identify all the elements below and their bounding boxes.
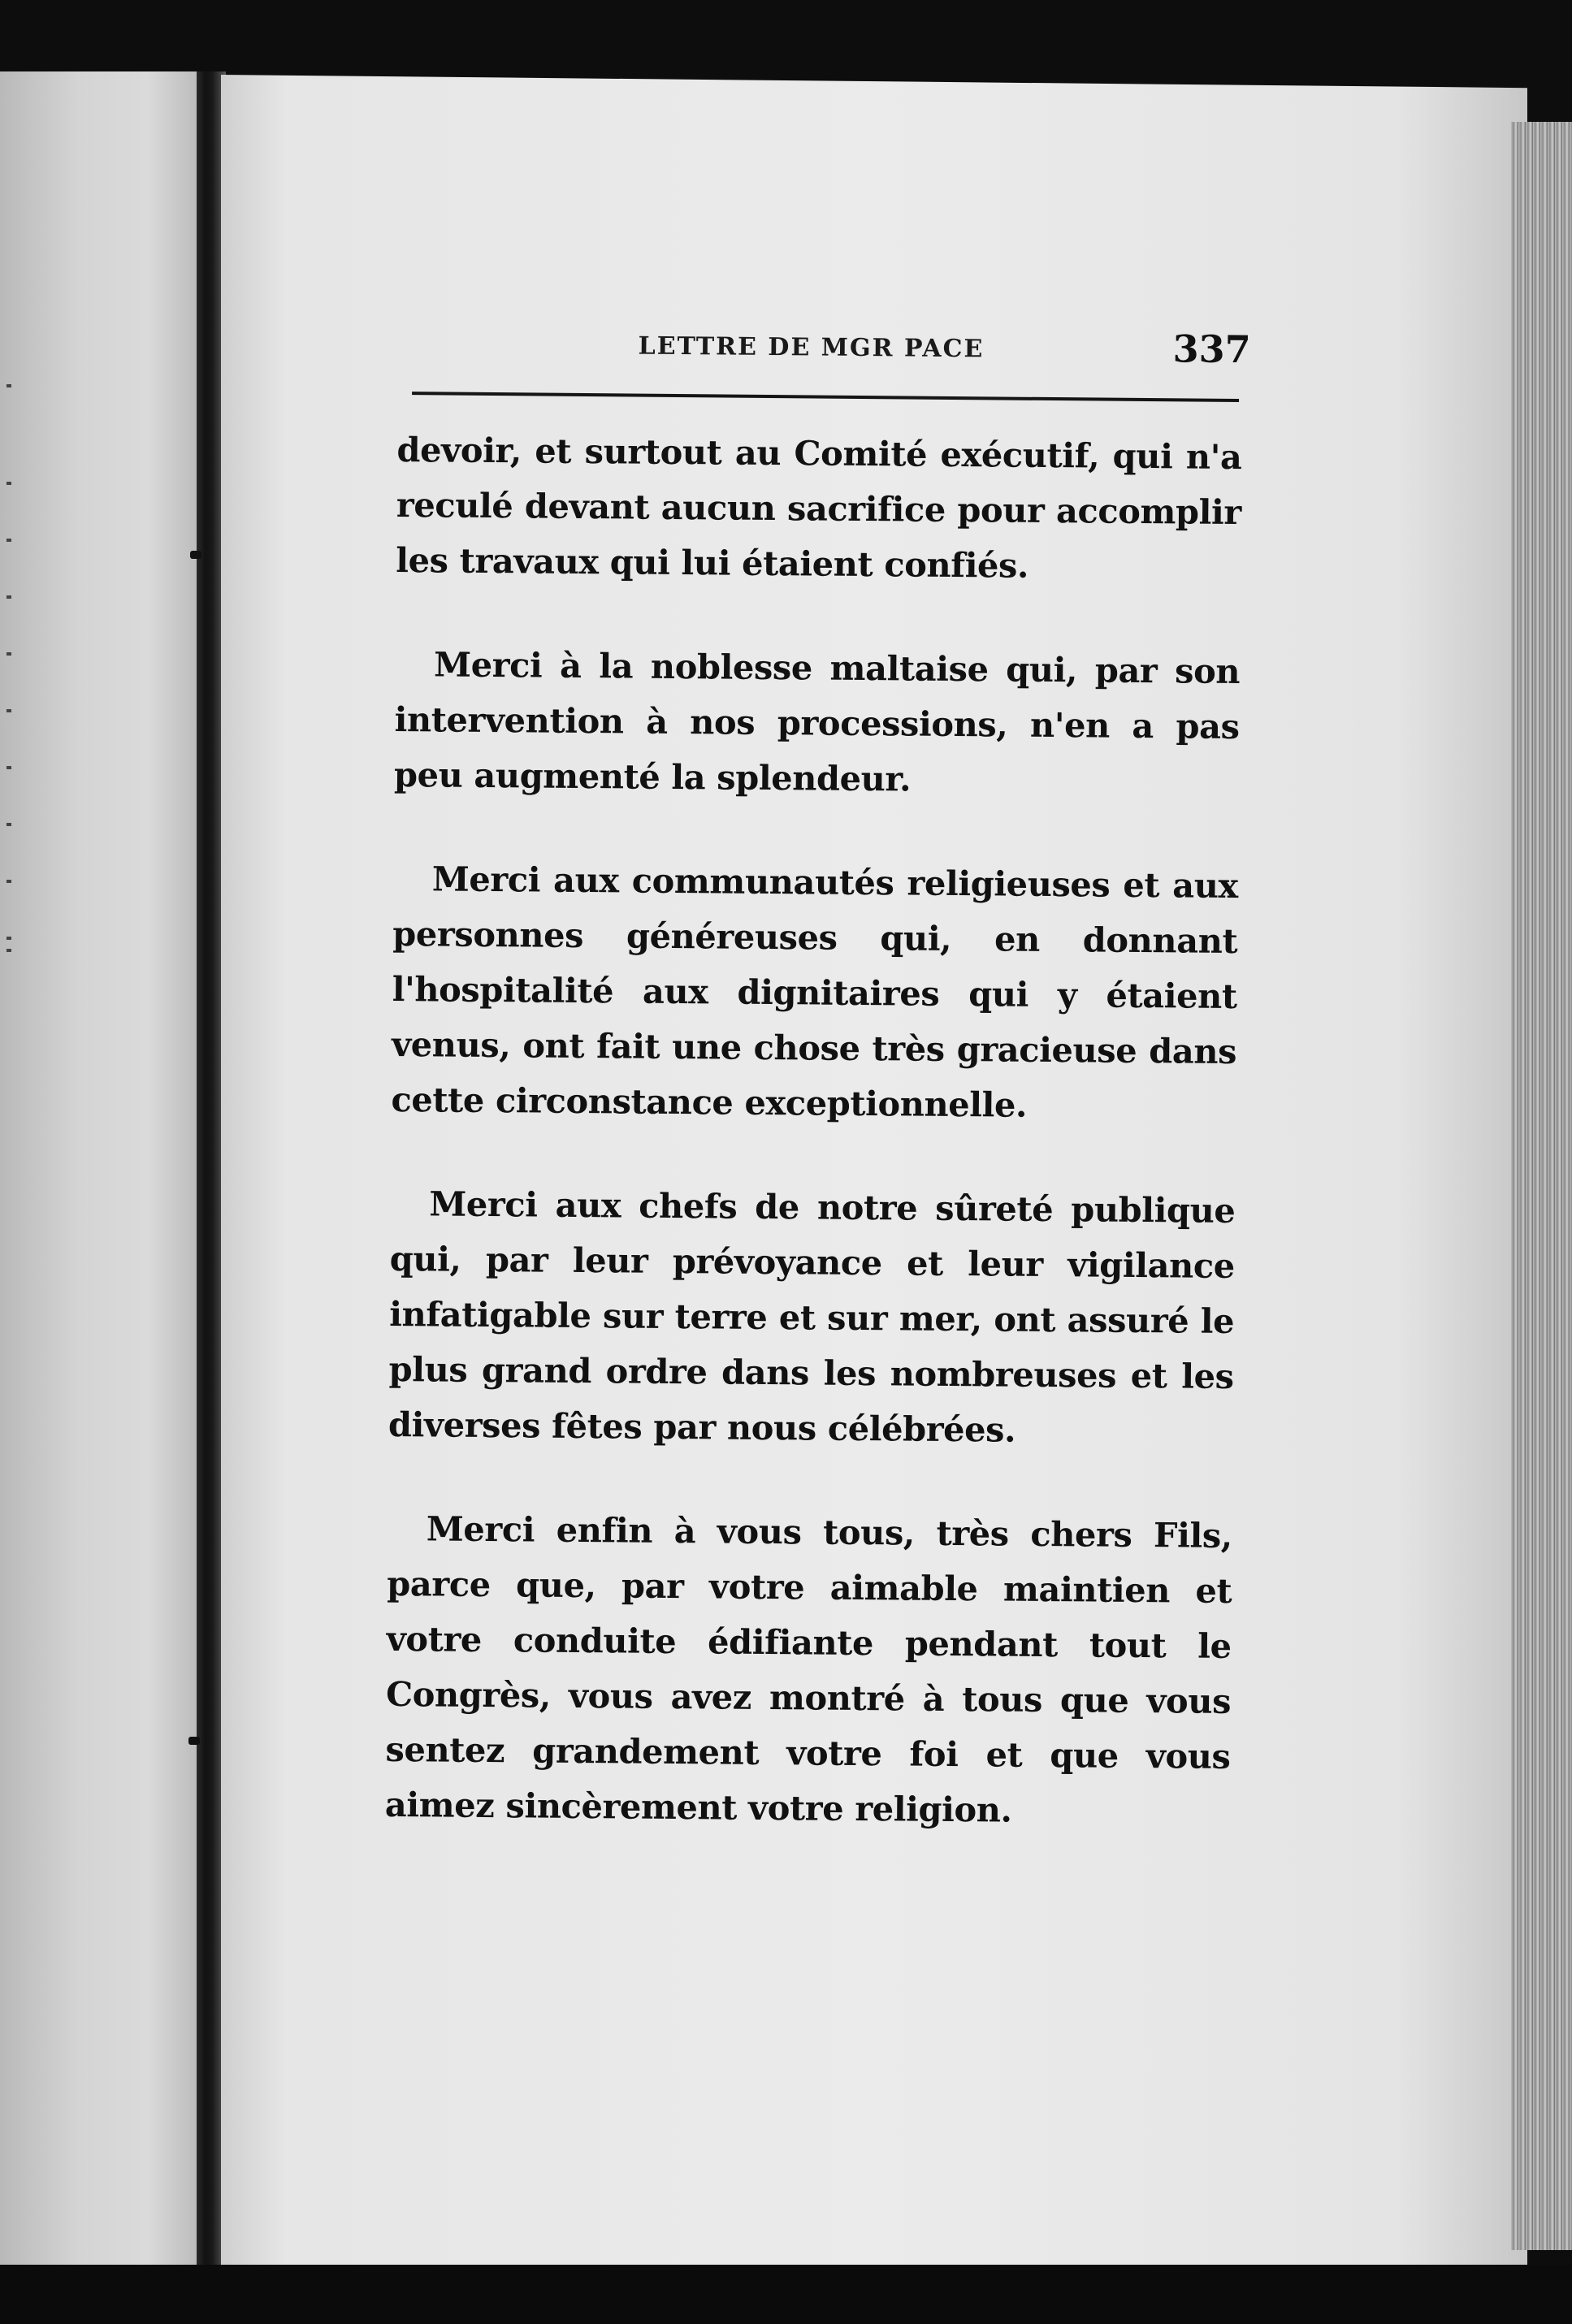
left-page-marks [6, 71, 15, 2265]
header-rule [412, 392, 1239, 402]
paragraph: devoir, et surtout au Comité exécutif, qui n'a reculé devant aucun sacrifice pour accomplir les travaux qui lui étaient confiés. [396, 429, 1242, 586]
paragraph: Merci enfin à vous tous, très chers Fils, parce que, par votre aimable maintien et votre conduite édifiante pendant tout le Congrès, vous avez montré à tous que vous sentez grandement votre foi et que vous aimez sincèrement votre religion. [384, 1508, 1233, 1830]
paragraph: Merci à la noblesse maltaise qui, par son intervention à nos processions, n'en a pas peu augmenté la splendeur. [393, 644, 1241, 799]
page-number: 337 [1172, 327, 1251, 372]
page-stack-edge [1511, 122, 1572, 2250]
page-text-block [384, 309, 1251, 1889]
binding-stitch [188, 1737, 200, 1745]
running-head [397, 309, 1251, 381]
left-page-edge [0, 71, 197, 2265]
binding-stitch [190, 551, 201, 559]
scan-border [0, 2265, 1572, 2324]
paragraph: Merci aux communautés religieuses et aux personnes généreuses qui, en donnant l'hospitalité aux dignitaires qui y étaient venus, ont fait une chose très gracieuse dans cette circonstance exceptionnelle. [391, 859, 1239, 1125]
paragraph: Merci aux chefs de notre sûreté publique qui, par leur prévoyance et leur vigilance infatigable sur terre et sur mer, ont assuré le plus grand ordre dans les nombreuses et les diverses fêtes par nous célébrées. [388, 1184, 1236, 1450]
page-body [385, 422, 1242, 1840]
running-title: LETTRE DE MGR PACE [638, 331, 985, 364]
